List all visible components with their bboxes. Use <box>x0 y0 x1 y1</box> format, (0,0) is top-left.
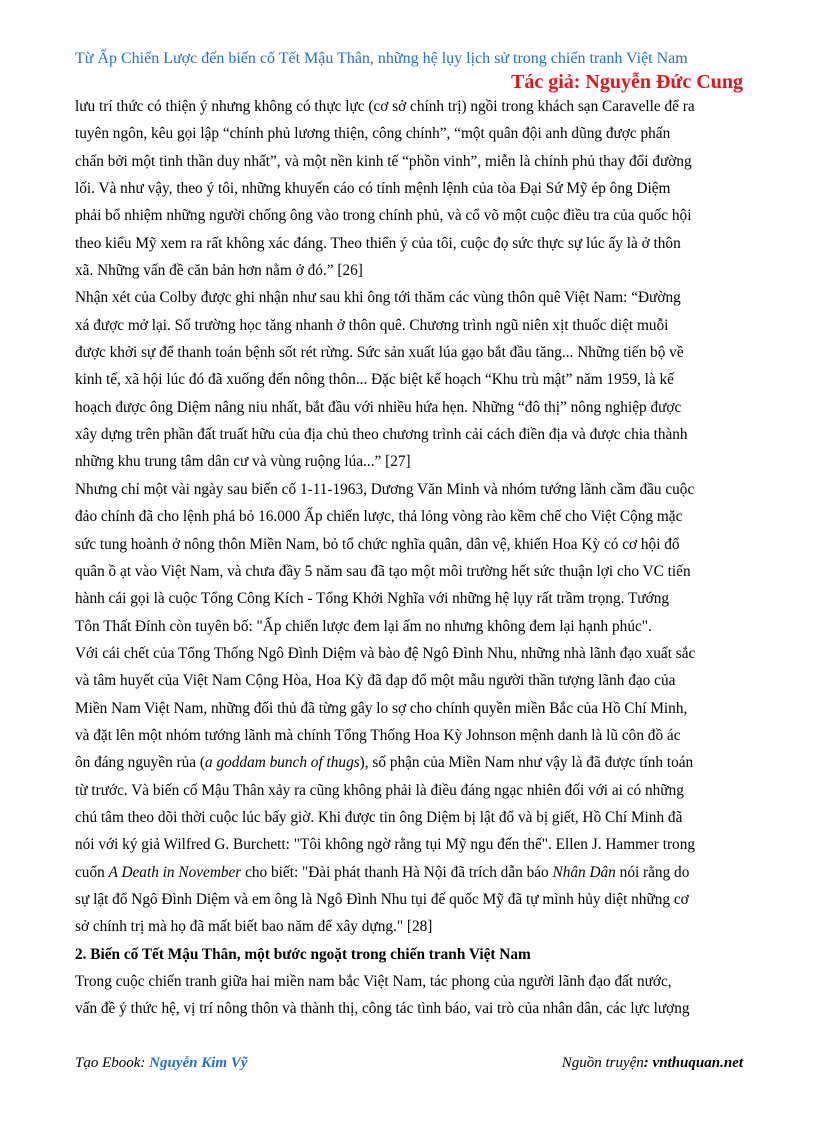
text-line: theo kiểu Mỹ xem ra rất không xác đáng. Theo thiển ý của tôi, cuộc đọ sức thực sự lúc ấy là ở thôn <box>75 234 681 252</box>
paragraph-4 <box>75 640 743 941</box>
text-run: nói rằng do <box>615 863 690 881</box>
text-line: Nhưng chỉ một vài ngày sau biến cố 1-11-1963, Dương Văn Minh và nhóm tướng lãnh cầm đầu cuộc <box>75 480 695 498</box>
text-line: vấn đề ý thức hệ, vị trí nông thôn và thành thị, công tác tình báo, vai trò của nhân dân, các lực lượng <box>75 1000 690 1018</box>
text-run: ), số phận của Miền Nam như vậy là đã được tính toán <box>359 754 694 772</box>
text-line: lối. Và như vậy, theo ý tôi, những khuyến cáo có tính mệnh lệnh của tòa Đại Sứ Mỹ ép ông Diệm <box>75 180 671 198</box>
paragraph-2 <box>75 284 743 475</box>
text-line: từ trước. Và biến cố Mậu Thân xảy ra cũng không phải là điều đáng ngạc nhiên đối với ai có những <box>75 781 684 799</box>
text-line: được khởi sự để thanh toán bệnh sốt rét rừng. Sức sản xuất lúa gạo bắt đầu tăng... Những tiến bộ về <box>75 344 684 362</box>
text-line: sự lật đổ Ngô Đình Diệm và em ông là Ngô Đình Nhu tụi đế quốc Mỹ đã tự mình hủy diệt những cơ <box>75 890 689 908</box>
paragraph-3 <box>75 476 743 640</box>
ebook-credit <box>75 1055 248 1072</box>
section-heading: 2. Biến cố Tết Mậu Thân, một bước ngoặt trong chiến tranh Việt Nam <box>75 945 531 963</box>
author-line: Tác giả: Nguyễn Đức Cung <box>510 71 743 93</box>
text-line: Với cái chết của Tổng Thống Ngô Đình Diệm và bào đệ Ngô Đình Nhu, những nhà lãnh đạo xuất sắc <box>75 644 696 662</box>
text-run: cho biết: "Đài phát thanh Hà Nội đã trích dẫn báo <box>241 863 553 881</box>
text-line: phải bổ nhiệm những người chống ông vào trong chính phủ, và cổ võ một cuộc điều tra của quốc hội <box>75 207 692 225</box>
text-line: tuyên ngôn, kêu gọi lập “chính phủ lương thiện, công chính”, “một quân đội anh dũng được phấn <box>75 125 671 143</box>
text-line: Trong cuộc chiến tranh giữa hai miền nam bắc Việt Nam, tác phong của người lãnh đạo đất nước, <box>75 973 672 990</box>
page-footer <box>75 1055 743 1077</box>
text-line: Nhận xét của Colby được ghi nhận như sau khi ông tới thăm các vùng thôn quê Việt Nam: “Đường <box>75 289 681 307</box>
separator: : <box>643 1055 653 1071</box>
text-line: đảo chính đã cho lệnh phá bỏ 16.000 Ấp chiến lược, thả lỏng vòng rào kềm chế cho Việt Cộng mặc <box>75 508 683 526</box>
text-line <box>75 749 743 776</box>
paragraph-1 <box>75 93 743 284</box>
text-line: xây dựng trên phần đất truất hữu của địa chủ theo chương trình cải cách điền địa và được chia thành <box>75 426 688 444</box>
text-line: và đặt lên một nhóm tướng lãnh mà chính Tổng Thống Hoa Kỳ Johnson mệnh danh là lũ côn đồ ác <box>75 726 681 744</box>
ebook-credit-label: Tạo Ebook <box>75 1055 141 1071</box>
text-run: cuốn <box>75 863 109 881</box>
source-credit <box>562 1055 743 1072</box>
source-site: vnthuquan.net <box>652 1055 743 1071</box>
text-line: sức tung hoành ở nông thôn Miền Nam, bỏ tổ chức nghĩa quân, dân vệ, khiến Hoa Kỳ có cơ hội đổ <box>75 535 680 553</box>
english-quote: a goddam bunch of thugs <box>205 754 360 772</box>
text-line: những khu trung tâm dân cư và vùng ruộng lúa...” [27] <box>75 453 411 471</box>
text-line: Tôn Thất Đính còn tuyên bố: "Ấp chiến lược đem lại ấm no nhưng không đem lại hạnh phúc". <box>75 617 652 635</box>
page-header <box>75 48 743 93</box>
text-line: chấn bởi một tinh thần duy nhất”, và một nền kinh tế “phồn vinh”, miễn là chính phủ thay đổi đường <box>75 152 692 170</box>
text-line: nói với ký giả Wilfred G. Burchett: "Tôi không ngờ rằng tụi Mỹ ngu đến thế". Ellen J. Hammer trong <box>75 836 695 854</box>
source-label: Nguồn truyện <box>561 1055 644 1071</box>
book-title-ref: A Death in November <box>108 863 242 881</box>
text-run: ôn đáng nguyền rủa ( <box>75 754 205 772</box>
text-line <box>75 859 743 886</box>
text-line: hoạch được ông Diệm nâng niu nhất, bắt đầu với nhiều hứa hẹn. Những “đô thị” nông nghiệp được <box>75 398 682 416</box>
book-title: Từ Ấp Chiến Lược đến biến cố Tết Mậu Thân, những hệ lụy lịch sử trong chiến tranh Việt Nam <box>75 50 688 67</box>
text-line: kinh tế, xã hội lúc đó đã xuống đến nông thôn... Đặc biệt kế hoạch “Khu trù mật” năm 1959, là kế <box>75 371 674 389</box>
text-line: xá được mở lại. Số trường học tăng nhanh ở thôn quê. Chương trình ngũ niên xịt thuốc diệt muỗi <box>75 316 669 334</box>
text-line: sở chính trị mà họ đã mất biết bao năm để xây dựng." [28] <box>75 918 433 936</box>
text-line: hành cái gọi là cuộc Tổng Công Kích - Tổng Khởi Nghĩa với những hệ lụy rất trầm trọng. Tướng <box>75 590 669 608</box>
ebook-creator-name: Nguyễn Kim Vỹ <box>149 1055 248 1071</box>
newspaper-title-ref: Nhân Dân <box>552 863 616 881</box>
text-line: quân ồ ạt vào Việt Nam, và chưa đầy 5 năm sau đã tạo một môi trường hết sức thuận lợi cho VC tiến <box>75 562 691 580</box>
separator: : <box>140 1055 150 1071</box>
text-line: Miền Nam Việt Nam, những đối thủ đã từng gây lo sợ cho chính quyền miền Bắc của Hồ Chí Minh, <box>75 699 688 717</box>
text-line: lưu trí thức có thiện ý nhưng không có thực lực (cơ sở chính trị) ngồi trong khách sạn Caravelle để ra <box>75 98 695 115</box>
text-line: xã. Những vấn đề căn bản hơn nằm ở đó.” [26] <box>75 262 363 280</box>
paragraph-5 <box>75 968 743 1023</box>
page-body <box>75 93 743 1023</box>
text-line: chú tâm theo dõi thời cuộc lúc bấy giờ. Khi được tin ông Diệm bị lật đổ và bị giết, Hồ Chí Minh đã <box>75 808 683 826</box>
text-line: và tâm huyết của Việt Nam Cộng Hòa, Hoa Kỳ đã đạp đổ một mẫu người thần tượng lãnh đạo của <box>75 672 676 690</box>
